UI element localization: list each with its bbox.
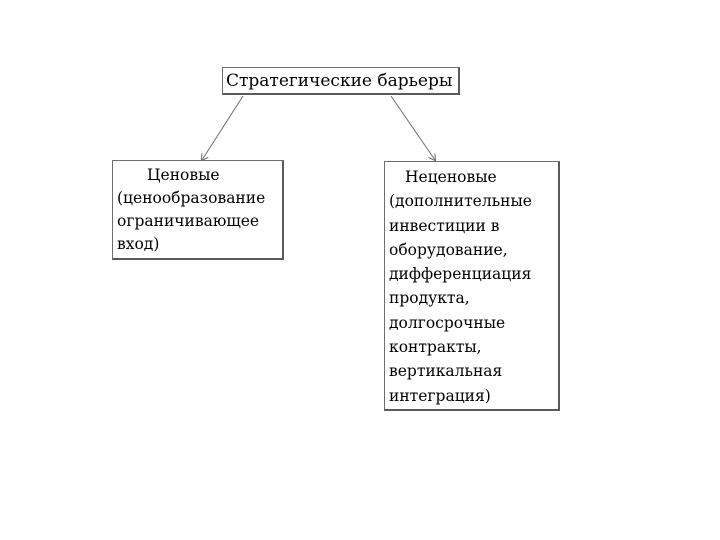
- non-price-barriers-line: вертикальная: [389, 362, 503, 381]
- non-price-barriers-line: продукта,: [389, 289, 470, 308]
- non-price-barriers-line: дифференциация: [389, 265, 532, 284]
- arrow-to-right-node: [391, 96, 435, 160]
- price-barriers-title: Ценовые: [147, 166, 220, 184]
- arrow-to-left-node: [202, 96, 243, 160]
- non-price-barriers-line: контракты,: [389, 338, 482, 357]
- price-barriers-line: ограничивающее: [117, 212, 260, 230]
- non-price-barriers-title: Неценовые: [405, 168, 497, 186]
- root-node-label: Стратегические барьеры: [226, 71, 453, 91]
- non-price-barriers-line: долгосрочные: [389, 313, 506, 332]
- non-price-barriers-line: инвестиции в: [389, 216, 500, 235]
- non-price-barriers-line: интеграция): [389, 386, 491, 405]
- price-barriers-node: [112, 160, 284, 260]
- price-barriers-line: вход): [117, 235, 160, 253]
- non-price-barriers-node: [384, 161, 560, 411]
- root-node-strategic-barriers: [222, 67, 460, 95]
- price-barriers-line: (ценообразование: [117, 189, 266, 207]
- non-price-barriers-line: оборудование,: [389, 240, 508, 259]
- non-price-barriers-line: (дополнительные: [389, 192, 532, 211]
